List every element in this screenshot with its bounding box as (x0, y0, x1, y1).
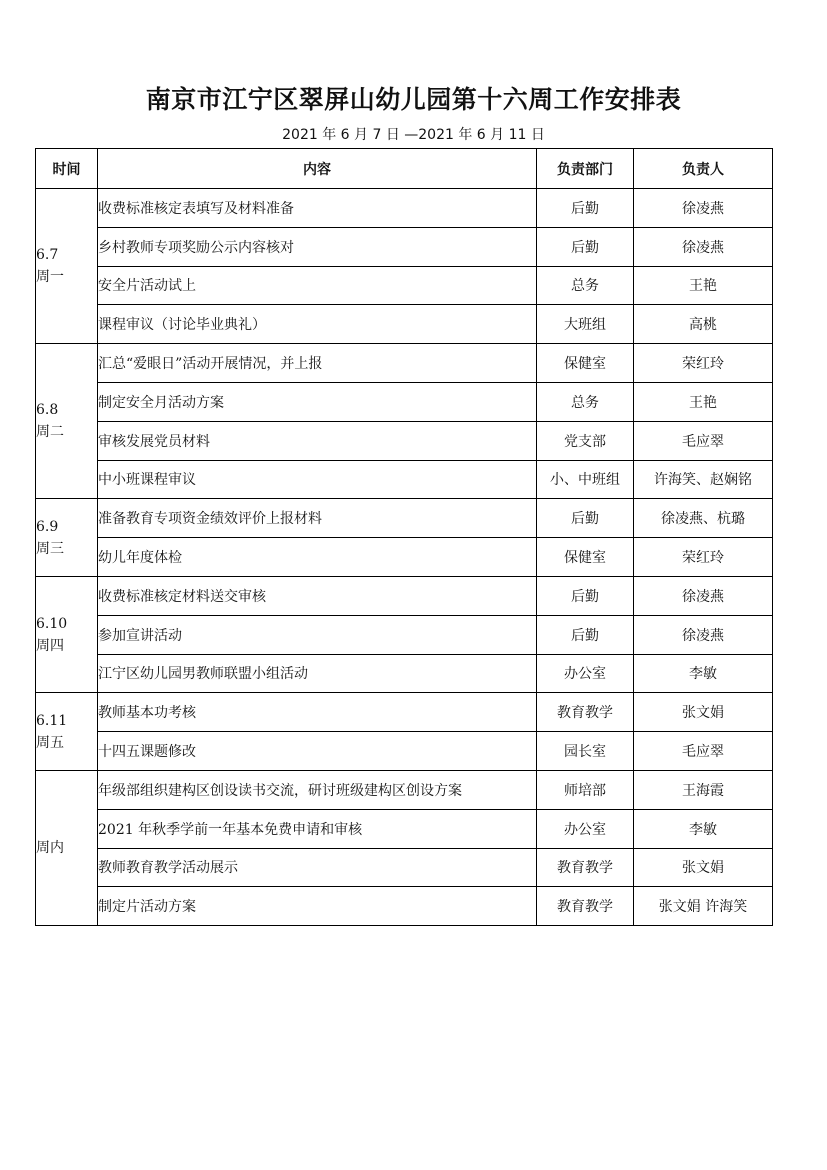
task-person: 许海笑、赵娴铭 (634, 460, 773, 499)
table-row (36, 576, 773, 615)
task-person: 徐凌燕 (634, 189, 773, 228)
task-dept: 后勤 (537, 189, 634, 228)
day-cell (36, 344, 98, 499)
task-person: 张文娟 许海笑 (634, 887, 773, 926)
table-row (36, 615, 773, 654)
task-person: 毛应翠 (634, 732, 773, 771)
table-row (36, 189, 773, 228)
schedule-table (35, 148, 773, 926)
task-person: 王海霞 (634, 770, 773, 809)
task-dept: 党支部 (537, 421, 634, 460)
table-row (36, 305, 773, 344)
task-dept: 办公室 (537, 809, 634, 848)
task-content: 制定安全月活动方案 (98, 382, 537, 421)
task-dept: 后勤 (537, 615, 634, 654)
task-dept: 园长室 (537, 732, 634, 771)
day-weekday: 周四 (36, 637, 64, 654)
table-row (36, 848, 773, 887)
table-row (36, 809, 773, 848)
header-person: 负责人 (634, 149, 773, 189)
task-dept: 教育教学 (537, 848, 634, 887)
table-row (36, 382, 773, 421)
header-row (36, 149, 773, 189)
date-range: 2021 年 6 月 7 日 —2021 年 6 月 11 日 (282, 127, 545, 143)
task-content: 教师教育教学活动展示 (98, 848, 537, 887)
task-dept: 总务 (537, 266, 634, 305)
task-dept: 教育教学 (537, 887, 634, 926)
day-cell (36, 189, 98, 344)
table-row (36, 344, 773, 383)
table-row (36, 693, 773, 732)
task-content: 年级部组织建构区创设读书交流，研讨班级建构区创设方案 (98, 770, 537, 809)
task-person: 张文娟 (634, 848, 773, 887)
day-date: 6.7 (36, 247, 59, 264)
task-person: 王艳 (634, 382, 773, 421)
table-row (36, 538, 773, 577)
header-dept: 负责部门 (537, 149, 634, 189)
table-row (36, 227, 773, 266)
task-dept: 小、中班组 (537, 460, 634, 499)
task-person: 高桃 (634, 305, 773, 344)
task-dept: 后勤 (537, 576, 634, 615)
task-dept: 教育教学 (537, 693, 634, 732)
day-date: 6.11 (36, 712, 68, 729)
task-person: 毛应翠 (634, 421, 773, 460)
table-row (36, 460, 773, 499)
task-content: 参加宣讲活动 (98, 615, 537, 654)
task-content: 汇总“爱眼日”活动开展情况，并上报 (98, 344, 537, 383)
task-content: 安全片活动试上 (98, 266, 537, 305)
task-person: 张文娟 (634, 693, 773, 732)
day-date: 6.9 (36, 518, 59, 535)
task-content: 收费标准核定材料送交审核 (98, 576, 537, 615)
day-weekday: 周内 (36, 840, 64, 857)
task-content: 教师基本功考核 (98, 693, 537, 732)
task-content: 幼儿年度体检 (98, 538, 537, 577)
day-cell (36, 576, 98, 692)
task-person: 荣红玲 (634, 344, 773, 383)
task-person: 王艳 (634, 266, 773, 305)
task-dept: 后勤 (537, 227, 634, 266)
table-row (36, 654, 773, 693)
table-row (36, 421, 773, 460)
day-cell (36, 499, 98, 577)
day-weekday: 周二 (36, 424, 64, 441)
task-person: 李敏 (634, 809, 773, 848)
day-date: 6.10 (36, 615, 68, 632)
page-title: 南京市江宁区翠屏山幼儿园第十六周工作安排表 (145, 85, 682, 114)
task-content: 江宁区幼儿园男教师联盟小组活动 (98, 654, 537, 693)
task-person: 李敏 (634, 654, 773, 693)
task-dept: 总务 (537, 382, 634, 421)
task-dept: 办公室 (537, 654, 634, 693)
schedule-body (36, 189, 773, 926)
task-person: 徐凌燕 (634, 576, 773, 615)
task-person: 徐凌燕、杭璐 (634, 499, 773, 538)
table-row (36, 266, 773, 305)
task-content: 审核发展党员材料 (98, 421, 537, 460)
task-dept: 保健室 (537, 344, 634, 383)
header-time: 时间 (36, 149, 98, 189)
task-person: 徐凌燕 (634, 227, 773, 266)
task-dept: 师培部 (537, 770, 634, 809)
task-person: 徐凌燕 (634, 615, 773, 654)
day-date: 6.8 (36, 402, 59, 419)
task-content: 乡村教师专项奖励公示内容核对 (98, 227, 537, 266)
table-row (36, 887, 773, 926)
task-dept: 后勤 (537, 499, 634, 538)
header-content: 内容 (98, 149, 537, 189)
day-cell (36, 770, 98, 925)
day-cell (36, 693, 98, 771)
task-content: 制定片活动方案 (98, 887, 537, 926)
task-dept: 大班组 (537, 305, 634, 344)
task-content: 2021 年秋季学前一年基本免费申请和审核 (98, 809, 537, 848)
table-row (36, 770, 773, 809)
day-weekday: 周三 (36, 540, 64, 557)
task-dept: 保健室 (537, 538, 634, 577)
day-weekday: 周一 (36, 269, 64, 286)
task-person: 荣红玲 (634, 538, 773, 577)
task-content: 课程审议（讨论毕业典礼） (98, 305, 537, 344)
task-content: 收费标准核定表填写及材料准备 (98, 189, 537, 228)
table-row (36, 499, 773, 538)
day-weekday: 周五 (36, 734, 64, 751)
task-content: 准备教育专项资金绩效评价上报材料 (98, 499, 537, 538)
task-content: 中小班课程审议 (98, 460, 537, 499)
task-content: 十四五课题修改 (98, 732, 537, 771)
table-row (36, 732, 773, 771)
